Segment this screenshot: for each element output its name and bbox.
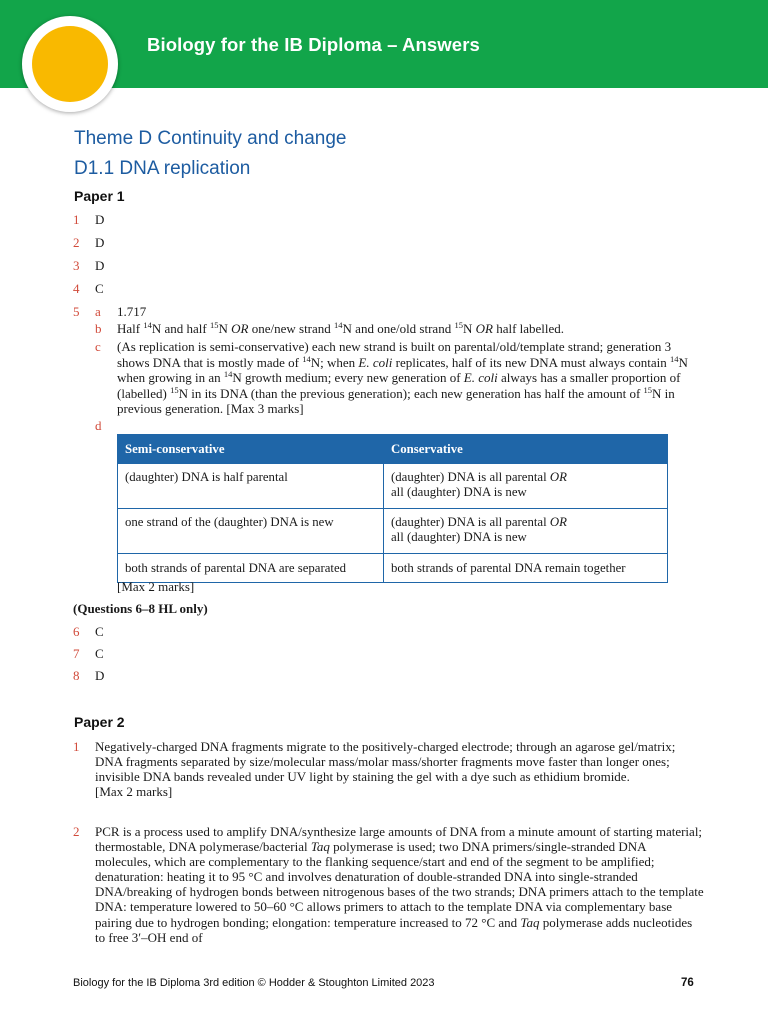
subpart-label: d: [95, 418, 102, 433]
question-number: 7: [73, 646, 80, 661]
answer-5b: Half $^{14}$N and half $^{15}$N OR one/new strand $^{14}$N and one/old strand $^{15}$N OR half labelled.: [117, 320, 565, 336]
answer: C: [95, 646, 104, 661]
logo-circle-icon: [32, 26, 108, 102]
subpart-label: c: [95, 339, 101, 354]
table-header-cell: Conservative: [384, 435, 668, 464]
topic-heading: D1.1 DNA replication: [74, 158, 251, 179]
question-number: 5: [73, 304, 80, 319]
header-title: Biology for the IB Diploma – Answers: [147, 34, 480, 55]
answer: D: [95, 212, 105, 227]
table-cell: both strands of parental DNA are separated: [118, 554, 384, 583]
answer: 1.717: [117, 304, 147, 319]
answer: C: [95, 281, 104, 296]
question-number: 6: [73, 624, 80, 639]
subpart-label: a: [95, 304, 101, 319]
table-row: [118, 509, 668, 554]
footer-copyright: Biology for the IB Diploma 3rd edition © Hodder & Stoughton Limited 2023: [73, 977, 435, 989]
logo-badge: [22, 16, 118, 112]
answer-paper2-q1: Negatively-charged DNA fragments migrate to the positively-charged electrode; through an agarose gel/matrix; DNA fragments separated by size/molecular mass/molar mass/shorter fragments move faster than longer ones; invisible DNA bands revealed under UV light by staining the gel with a dye such as ethidium bromide. [Max 2 marks]: [95, 739, 676, 800]
page-number: 76: [681, 977, 694, 989]
answer: C: [95, 624, 104, 639]
table-row: [118, 464, 668, 509]
answer-paper2-q2: PCR is a process used to amplify DNA/synthesize large amounts of DNA from a minute amount of starting material; thermostable, DNA polymerase/bacterial Taq polymerase is used; two DNA primers/single-stranded DNA molecules, which are complementary to the flanking sequence/start and end of the segment to be amplified; denaturation: heating it to 95 °C and involves denaturation of double-stranded DNA into single-stranded DNA/breaking of hydrogen bonds between nitrogenous bases of the two strands; DNA primers attach to the template DNA: temperature lowered to 50–60 °C allows primers to attach to the template DNA via complementary base pairing due to hydrogen bonding; elongation: temperature increased to 72 °C and Taq polymerase adds nucleotides to free 3′–OH end of: [95, 824, 704, 945]
question-number: 8: [73, 668, 80, 683]
paper2-heading: Paper 2: [74, 714, 125, 730]
question-number: 4: [73, 281, 80, 296]
answer: D: [95, 235, 105, 250]
question-number: 1: [73, 739, 80, 754]
subpart-label: b: [95, 321, 102, 336]
table-cell: (daughter) DNA is all parental OR all (daughter) DNA is new: [384, 509, 668, 554]
answer: D: [95, 258, 105, 273]
table-cell: (daughter) DNA is all parental OR all (daughter) DNA is new: [384, 464, 668, 509]
answer: D: [95, 668, 105, 683]
table-header-row: [118, 435, 668, 464]
table-cell: (daughter) DNA is half parental: [118, 464, 384, 509]
comparison-table: [117, 434, 668, 583]
paper1-heading: Paper 1: [74, 188, 125, 204]
table-cell: one strand of the (daughter) DNA is new: [118, 509, 384, 554]
theme-heading: Theme D Continuity and change: [74, 128, 347, 149]
question-number: 3: [73, 258, 80, 273]
marks-note: [Max 2 marks]: [117, 579, 195, 594]
question-number: 2: [73, 235, 80, 250]
hl-note: (Questions 6–8 HL only): [73, 601, 208, 616]
question-number: 1: [73, 212, 80, 227]
answer-5c: (As replication is semi-conservative) each new strand is built on parental/old/template strand; generation 3 shows DNA that is mostly made of $^{14}$N; when E. coli replicates, half of its new DNA must always contain $^{14}$N when growing in an $^{14}$N growth medium; every new generation of E. coli always has a smaller proportion of (labelled) $^{15}$N in its DNA (than the previous generation); each new generation has half the amount of $^{15}$N in previous generation. [Max 3 marks]: [117, 339, 688, 417]
table-header-cell: Semi-conservative: [118, 435, 384, 464]
table-cell: both strands of parental DNA remain together: [384, 554, 668, 583]
question-number: 2: [73, 824, 80, 839]
